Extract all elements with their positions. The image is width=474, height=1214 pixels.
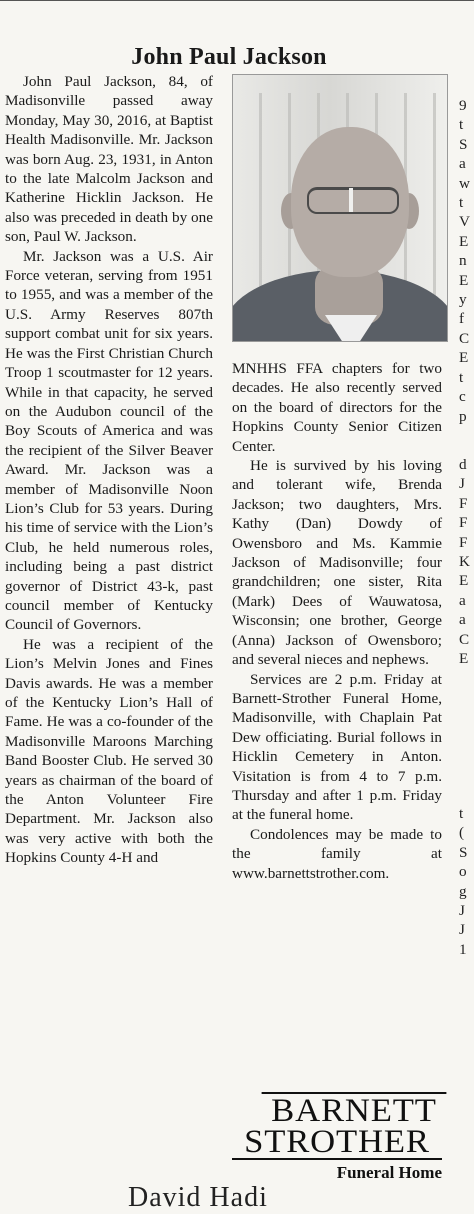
adjacent-column-fragment-1	[459, 96, 470, 426]
adjacent-column-letter: g	[459, 882, 467, 900]
obituary-paragraph: He is survived by his loving and tolerant wife, Brenda Jackson; two daughters, Mrs. Kathy (Dan) Dowdy of Owensboro and Ms. Kammie Jackson of Madisonville; four grandchildren; one sister, Rita (Mark) Dees of Wauwatosa, Wisconsin; one brother, George (Anna) Jackson of Owensboro; and several nieces and nephews.	[232, 457, 442, 669]
adjacent-column-letter: 1	[459, 940, 467, 958]
next-obituary-heading: David Hadi	[128, 1182, 268, 1213]
adjacent-column-letter: S	[459, 843, 468, 861]
adjacent-column-letter: E	[459, 650, 469, 668]
adjacent-column-letter: E	[459, 572, 469, 590]
logo-line-strother: STROTHER	[244, 1124, 430, 1160]
logo-line-barnett: BARNETT	[262, 1092, 447, 1127]
adjacent-column-letter: d	[459, 456, 467, 473]
adjacent-column-fragment-2	[459, 455, 470, 668]
adjacent-column-letter: o	[459, 863, 467, 881]
top-rule	[0, 0, 474, 1]
adjacent-column-letter: J	[459, 902, 465, 920]
adjacent-column-letter: C	[459, 329, 470, 347]
adjacent-column-letter: C	[459, 630, 470, 648]
obituary-paragraph: Services are 2 p.m. Friday at Barnett-Strother Funeral Home, Madisonville, with Chaplain Pat Dew officiating. Burial follows in Hicklin Cemetery in Anton. Visitation is from 4 to 7 p.m. Thursday and after 1 p.m. Friday at the funeral home.	[232, 670, 442, 824]
adjacent-column-letter: n	[459, 252, 467, 270]
adjacent-column-letter: f	[459, 310, 465, 328]
adjacent-column-letter: t	[459, 368, 464, 386]
obituary-paragraph: Mr. Jackson was a U.S. Air Force veteran, serving from 1951 to 1955, and was a member of the U.S. Army Reserves 807th support combat unit for six years. He was the First Christian Church Troop 1 scoutmaster for 12 years. While in that capacity, he served on the Audubon council of the Boy Scouts of America and was the recipient of the Silver Beaver Award. Mr. Jackson was a member of Madisonville Noon Lion’s Club for 53 years. During his time of service with the Lion’s Club, he held numerous roles, including being a past district governor of District 43-k, past council member of Kentucky Council of Governors.	[5, 247, 213, 634]
adjacent-column-fragment-3	[459, 804, 467, 959]
adjacent-column-letter: J	[459, 921, 465, 939]
adjacent-column-letter: K	[459, 553, 470, 571]
obituary-paragraph: Condolences may be made to the family at www.barnettstrother.com.	[232, 825, 442, 882]
obituary-title: John Paul Jackson	[131, 44, 327, 71]
adjacent-column-letter: y	[459, 291, 467, 309]
adjacent-column-letter: c	[459, 388, 466, 406]
adjacent-column-letter: (	[459, 824, 465, 842]
obituary-column-2	[232, 359, 442, 883]
adjacent-column-letter: S	[459, 135, 468, 153]
adjacent-column-letter: 9	[459, 97, 467, 114]
adjacent-column-letter: F	[459, 494, 468, 512]
adjacent-column-letter: F	[459, 533, 468, 551]
obituary-paragraph: John Paul Jackson, 84, of Madisonville passed away Monday, May 30, 2016, at Baptist Health Madisonville. Mr. Jackson was born Aug. 23, 1931, in Anton to the late Malcolm Jackson and Katherine Hicklin Jackson. He also was preceded in death by one son, Paul W. Jackson.	[5, 73, 213, 246]
obituary-column-1	[5, 72, 213, 868]
adjacent-column-letter: E	[459, 349, 469, 367]
adjacent-column-letter: t	[459, 805, 464, 822]
adjacent-column-letter: a	[459, 155, 466, 173]
logo-line-funeral-home: Funeral Home	[232, 1158, 442, 1184]
obituary-paragraph: He was a recipient of the Lion’s Melvin Jones and Fines Davis awards. He was a member of the Kentucky Lion’s Hall of Fame. He was a co-founder of the Madisonville Maroons Marching Band Booster Club. He served 30 years as chairman of the board of the Anton Volunteer Fire Department. Mr. Jackson also was very active with both the Hopkins County 4-H and	[5, 635, 213, 867]
adjacent-column-letter: t	[459, 194, 464, 212]
adjacent-column-letter: t	[459, 116, 464, 134]
adjacent-column-letter: F	[459, 514, 468, 532]
glasses	[307, 187, 399, 214]
portrait-photo	[232, 74, 448, 342]
adjacent-column-letter: J	[459, 475, 465, 493]
adjacent-column-letter: p	[459, 407, 467, 425]
adjacent-column-letter: E	[459, 232, 469, 250]
adjacent-column-letter: a	[459, 591, 466, 609]
adjacent-column-letter: V	[459, 213, 470, 231]
obituary-paragraph: MNHHS FFA chapters for two decades. He also recently served on the board of directors for the Hopkins County Senior Citizen Center.	[232, 360, 442, 455]
adjacent-column-letter: a	[459, 611, 466, 629]
adjacent-column-letter: w	[459, 174, 470, 192]
adjacent-column-letter: E	[459, 271, 469, 289]
funeral-home-logo	[232, 1092, 442, 1184]
